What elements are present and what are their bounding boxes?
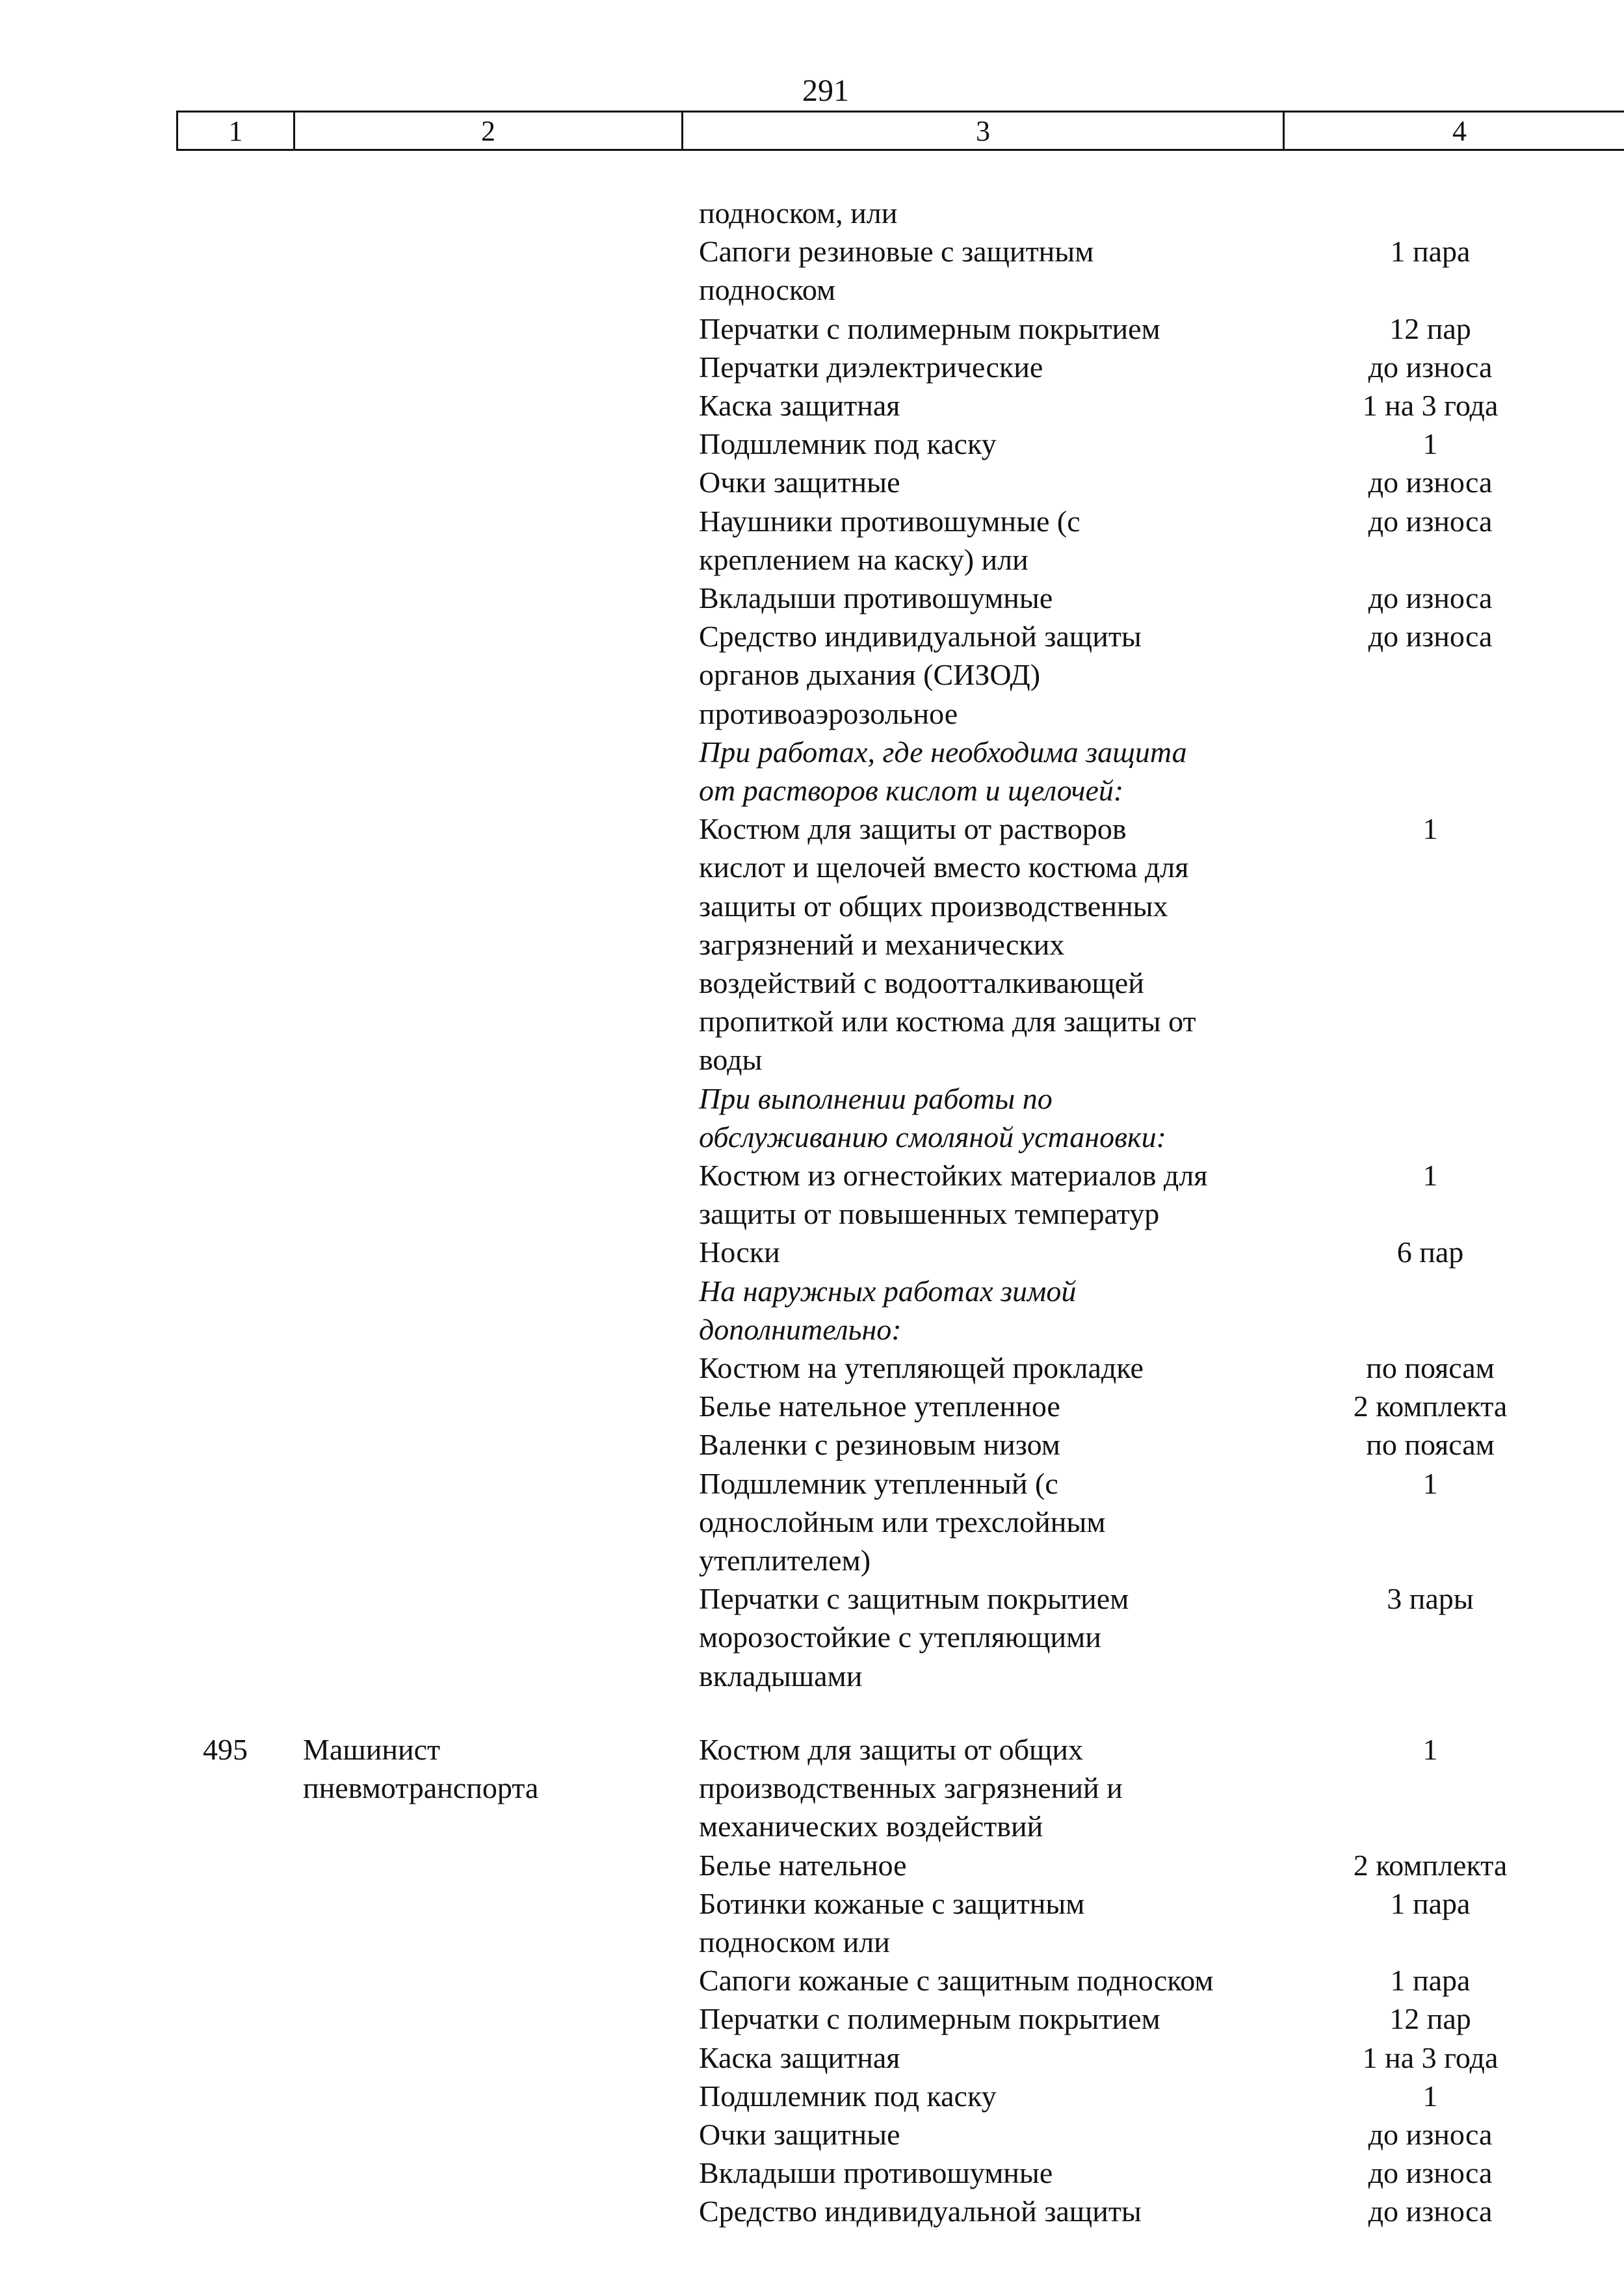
ppe-quantity: до износа bbox=[1368, 581, 1493, 614]
ppe-quantity: до износа bbox=[1368, 504, 1493, 538]
ppe-item-line: Валенки с резиновым низом bbox=[699, 1428, 1060, 1462]
ppe-item bbox=[699, 1464, 1323, 1580]
ppe-item-line: утеплителем) bbox=[699, 1544, 871, 1577]
ppe-quantity: по поясам bbox=[1366, 1351, 1495, 1384]
column-header-1: 1 bbox=[178, 112, 295, 149]
ppe-item-line: Перчатки с защитным покрытием bbox=[699, 1582, 1129, 1616]
ppe-quantity: до износа bbox=[1368, 466, 1493, 499]
ppe-quantity: 1 bbox=[1422, 427, 1438, 461]
section-note bbox=[699, 1079, 1323, 1156]
ppe-item-line: Белье нательное bbox=[699, 1848, 907, 1882]
ppe-item-line: от растворов кислот и щелочей: bbox=[699, 774, 1124, 807]
ppe-quantity: 1 пара bbox=[1390, 1886, 1471, 1920]
ppe-item-line: Перчатки с полимерным покрытием bbox=[699, 311, 1160, 345]
ppe-item-line: Очки защитные bbox=[699, 2118, 900, 2151]
ppe-item-line: морозостойкие с утепляющими bbox=[699, 1620, 1101, 1654]
ppe-quantity: 1 bbox=[1422, 1466, 1438, 1500]
ppe-item-line: вкладышами bbox=[699, 1659, 863, 1693]
column-header-4: 4 bbox=[1452, 114, 1467, 147]
ppe-quantity: 12 пар bbox=[1389, 2002, 1471, 2036]
ppe-item bbox=[699, 1579, 1323, 1695]
ppe-item bbox=[699, 194, 1323, 232]
profession-line: пневмотранспорта bbox=[303, 1771, 539, 1805]
ppe-item-line: воды bbox=[699, 1043, 763, 1077]
ppe-quantity: 1 bbox=[1422, 1159, 1438, 1192]
ppe-item-line: Костюм из огнестойких материалов для bbox=[699, 1159, 1208, 1192]
ppe-quantity: до износа bbox=[1368, 2118, 1493, 2151]
ppe-item-line: Подшлемник под каску bbox=[699, 427, 997, 461]
section-note bbox=[699, 1272, 1323, 1349]
ppe-item bbox=[699, 810, 1323, 1079]
ppe-item-line: загрязнений и механических bbox=[699, 927, 1065, 961]
ppe-item bbox=[699, 2077, 1323, 2115]
ppe-item bbox=[699, 1387, 1323, 1425]
profession-name bbox=[303, 1730, 667, 1807]
ppe-item bbox=[699, 386, 1323, 425]
ppe-item-line: Костюм для защиты от общих bbox=[699, 1733, 1084, 1766]
column-header-3: 3 bbox=[683, 112, 1285, 149]
ppe-item-line: противоаэрозольное bbox=[699, 696, 958, 730]
ppe-item-line: Подшлемник утепленный (с bbox=[699, 1466, 1058, 1500]
ppe-item-line: подноском bbox=[699, 273, 836, 307]
column-header-2: 2 bbox=[295, 112, 683, 149]
ppe-item-line: Перчатки с полимерным покрытием bbox=[699, 2002, 1160, 2036]
ppe-quantity: 1 bbox=[1422, 812, 1438, 846]
ppe-quantity: по поясам bbox=[1366, 1428, 1495, 1462]
ppe-item bbox=[699, 1156, 1323, 1233]
ppe-quantity: 12 пар bbox=[1389, 311, 1471, 345]
ppe-item bbox=[699, 1425, 1323, 1464]
ppe-item-line: подноском, или bbox=[699, 196, 898, 230]
ppe-item-line: Костюм на утепляющей прокладке bbox=[699, 1351, 1144, 1384]
ppe-quantity: до износа bbox=[1368, 2156, 1493, 2190]
ppe-item bbox=[699, 1961, 1323, 1999]
ppe-quantity: 6 пар bbox=[1396, 1235, 1464, 1269]
ppe-item bbox=[699, 310, 1323, 348]
ppe-item-line: обслуживанию смоляной установки: bbox=[699, 1120, 1166, 1154]
ppe-quantity: 3 пары bbox=[1387, 1582, 1474, 1616]
ppe-item-line: Ботинки кожаные с защитным bbox=[699, 1886, 1085, 1920]
column-header-row bbox=[176, 111, 1624, 151]
ppe-item bbox=[699, 1884, 1323, 1961]
ppe-item-line: Подшлемник под каску bbox=[699, 2079, 997, 2113]
ppe-item bbox=[699, 1730, 1323, 1846]
ppe-item-line: подноском или bbox=[699, 1925, 890, 1959]
ppe-quantity: 1 на 3 года bbox=[1362, 2040, 1499, 2074]
ppe-item bbox=[699, 2192, 1323, 2230]
ppe-quantity: до износа bbox=[1368, 620, 1493, 653]
ppe-item-line: Средство индивидуальной защиты bbox=[699, 620, 1142, 653]
ppe-item-line: Очки защитные bbox=[699, 466, 900, 499]
ppe-item bbox=[699, 579, 1323, 617]
ppe-item-line: Костюм для защиты от растворов bbox=[699, 812, 1127, 846]
profession-line: Машинист bbox=[303, 1733, 441, 1766]
ppe-item bbox=[699, 617, 1323, 733]
ppe-item-line: защиты от повышенных температур bbox=[699, 1197, 1160, 1231]
ppe-item bbox=[699, 1233, 1323, 1271]
ppe-item-line: Наушники противошумные (с bbox=[699, 504, 1080, 538]
ppe-item-line: Носки bbox=[699, 1235, 780, 1269]
ppe-item bbox=[699, 502, 1323, 579]
ppe-item bbox=[699, 1349, 1323, 1387]
ppe-item-line: кислот и щелочей вместо костюма для bbox=[699, 851, 1189, 884]
ppe-item bbox=[699, 348, 1323, 386]
ppe-item-line: воздействий с водоотталкивающей bbox=[699, 966, 1144, 999]
ppe-item bbox=[699, 2039, 1323, 2077]
ppe-item-line: Белье нательное утепленное bbox=[699, 1390, 1060, 1423]
ppe-item bbox=[699, 232, 1323, 309]
ppe-item-line: Вкладыши противошумные bbox=[699, 581, 1053, 614]
ppe-item-line: органов дыхания (СИЗОД) bbox=[699, 658, 1041, 692]
ppe-quantity: 1 bbox=[1422, 2079, 1438, 2113]
ppe-item-line: Перчатки диэлектрические bbox=[699, 350, 1043, 384]
ppe-item-line: При выполнении работы по bbox=[699, 1081, 1053, 1115]
ppe-item-line: Каска защитная bbox=[699, 389, 900, 422]
ppe-item bbox=[699, 463, 1323, 501]
ppe-item-line: дополнительно: bbox=[699, 1312, 902, 1346]
ppe-item bbox=[699, 1999, 1323, 2038]
ppe-item-line: Каска защитная bbox=[699, 2040, 900, 2074]
ppe-quantity: до износа bbox=[1368, 350, 1493, 384]
ppe-item bbox=[699, 2154, 1323, 2192]
ppe-item bbox=[699, 2115, 1323, 2154]
ppe-quantity: до износа bbox=[1368, 2195, 1493, 2228]
ppe-item-line: однослойным или трехслойным bbox=[699, 1505, 1106, 1538]
page-number: 291 bbox=[802, 73, 849, 108]
ppe-item-line: производственных загрязнений и bbox=[699, 1771, 1123, 1805]
ppe-item-line: механических воздействий bbox=[699, 1810, 1043, 1843]
ppe-item-line: Сапоги резиновые с защитным bbox=[699, 235, 1094, 269]
ppe-item-line: При работах, где необходима защита bbox=[699, 735, 1187, 769]
ppe-item-line: Сапоги кожаные с защитным подноском bbox=[699, 1964, 1214, 1998]
ppe-item-line: На наружных работах зимой bbox=[699, 1274, 1077, 1308]
ppe-item-line: Вкладыши противошумные bbox=[699, 2156, 1053, 2190]
ppe-quantity: 1 на 3 года bbox=[1362, 389, 1499, 422]
entry-number: 495 bbox=[203, 1733, 248, 1766]
section-note bbox=[699, 733, 1323, 810]
ppe-quantity: 1 пара bbox=[1390, 235, 1471, 269]
ppe-quantity: 2 комплекта bbox=[1353, 1848, 1508, 1882]
ppe-item-line: защиты от общих производственных bbox=[699, 889, 1168, 923]
ppe-quantity: 1 bbox=[1422, 1733, 1438, 1766]
ppe-item-line: Средство индивидуальной защиты bbox=[699, 2195, 1142, 2228]
ppe-item bbox=[699, 1846, 1323, 1884]
ppe-item-line: креплением на каску) или bbox=[699, 542, 1028, 576]
ppe-item bbox=[699, 425, 1323, 463]
ppe-quantity: 2 комплекта bbox=[1353, 1390, 1508, 1423]
ppe-item-line: пропиткой или костюма для защиты от bbox=[699, 1005, 1196, 1038]
ppe-quantity: 1 пара bbox=[1390, 1964, 1471, 1998]
